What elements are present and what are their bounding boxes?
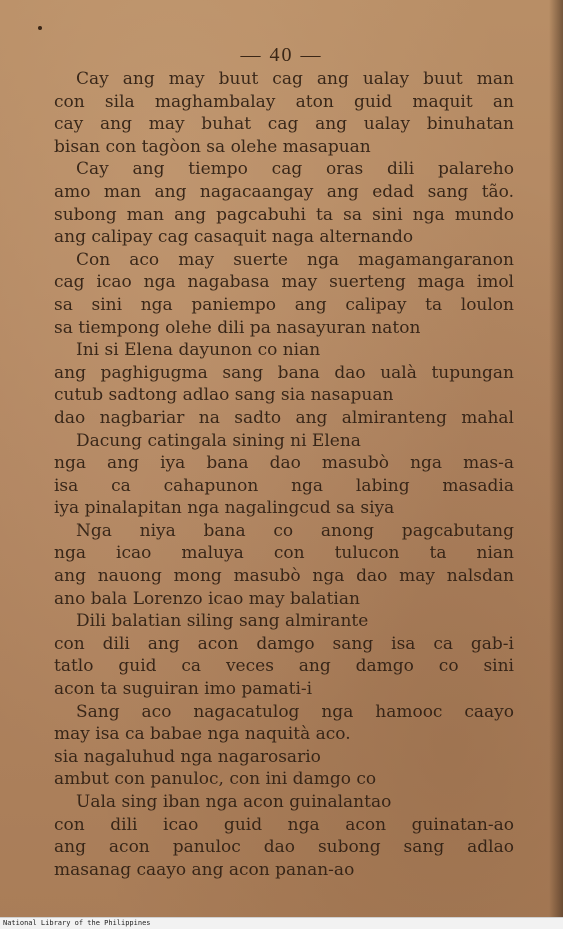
text-line: ang calipay cag casaquit naga alternando (54, 227, 414, 248)
text-line: ang acon panuloc dao subong sang adlao (54, 837, 514, 858)
text-line: ambut con panuloc, con ini damgo co (54, 769, 377, 790)
text-line: acon ta suguiran imo pamati-i (54, 679, 313, 700)
text-line: Nga niya bana co anong pagcabutang (76, 520, 514, 541)
text-line: cag icao nga nagabasa may suerteng maga imol (54, 272, 514, 293)
text-line: Cay ang may buut cag ang ualay buut man (76, 69, 514, 89)
text-line: iya pinalapitan nga nagalingcud sa siya (54, 498, 395, 519)
text-line: may isa ca babae nga naquità aco. (54, 724, 351, 745)
text-line: bisan con tagòon sa olehe masapuan (54, 136, 371, 157)
text-line: ang nauong mong masubò nga dao may nalsdan (54, 566, 514, 587)
footer-credit: National Library of the Philippines (3, 919, 151, 927)
page-number: — 40 — (240, 44, 323, 66)
ink-speck (38, 26, 42, 30)
text-line: isa ca cahapunon nga labing masadia (54, 475, 514, 496)
text-line: sia nagaluhud nga nagarosario (54, 746, 321, 767)
text-line: Dili balatian siling sang almirante (76, 611, 369, 632)
text-line: dao nagbariar na sadto ang almiranteng mahal (54, 407, 514, 428)
text-line: cutub sadtong adlao sang sia nasapuan (54, 385, 394, 406)
text-line: nga icao maluya con tulucon ta nian (54, 543, 514, 564)
text-line: sa sini nga paniempo ang calipay ta loulon (54, 294, 514, 315)
text-line: Uala sing iban nga acon guinalantao (76, 792, 392, 812)
text-line: con sila maghambalay aton guid maquit an (54, 91, 514, 112)
text-line: Sang aco nagacatulog nga hamooc caayo (76, 701, 514, 722)
text-line: nga ang iya bana dao masubò nga mas-a (54, 453, 514, 474)
text-line: subong man ang pagcabuhi ta sa sini nga mundo (54, 204, 514, 225)
text-line: tatlo guid ca veces ang damgo co sini (54, 656, 514, 677)
text-line: sa tiempong olehe dili pa nasayuran naton (54, 317, 421, 338)
text-line: ano bala Lorenzo icao may balatian (54, 588, 360, 609)
text-line: masanag caayo ang acon panan-ao (54, 859, 355, 880)
text-line: Ini si Elena dayunon co nian (76, 340, 321, 361)
text-line: ang paghigugma sang bana dao ualà tupungan (54, 362, 514, 383)
text-line: cay ang may buhat cag ang ualay binuhatan (54, 114, 514, 135)
text-line: Dacung catingala sining ni Elena (76, 430, 361, 451)
text-line: Con aco may suerte nga magamangaranon (76, 249, 514, 270)
text-line: con dili icao guid nga acon guinatan-ao (54, 814, 514, 835)
text-line: Cay ang tiempo cag oras dili palareho (76, 159, 514, 180)
text-line: con dili ang acon damgo sang isa ca gab-i (54, 633, 514, 654)
poem-text-block (54, 68, 514, 881)
text-line: amo man ang nagacaangay ang edad sang tão. (54, 181, 514, 202)
footer-bar (0, 917, 563, 929)
page-edge-shadow (549, 0, 563, 918)
